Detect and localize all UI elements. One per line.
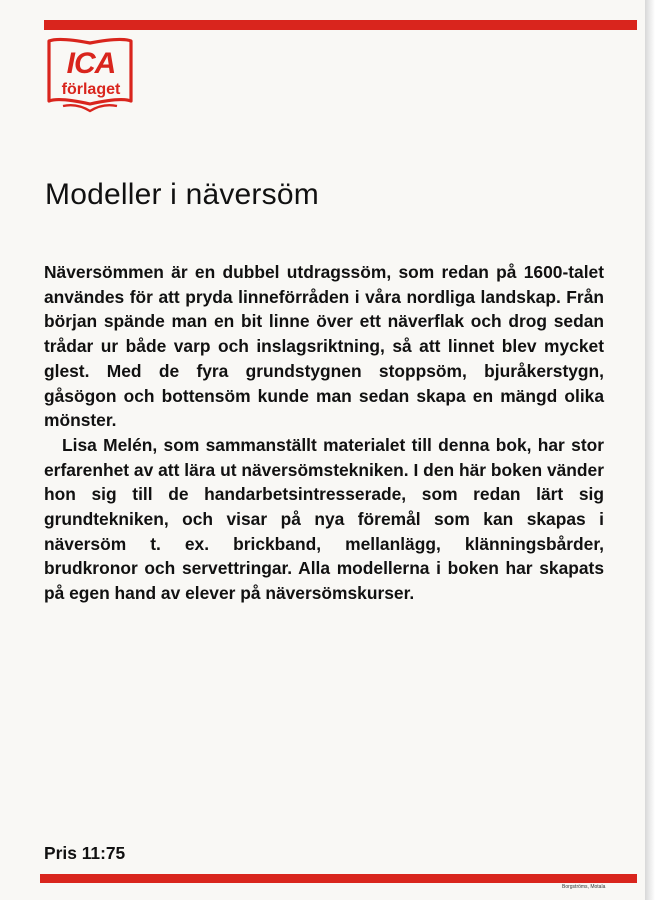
page-edge (645, 0, 655, 900)
blurb (44, 260, 604, 606)
svg-text:förlaget: förlaget (61, 81, 121, 98)
blurb-paragraph-1: Näversömmen är en dubbel utdragssöm, som redan på 1600-talet användes för att pryda linneförråden i våra nordliga landskap. Från början spände man en bit linne över ett näverflak och drog sedan trådar ur både varp och inslagsriktning, så att linnet blev mycket glest. Med de fyra grundstygnen stoppsöm, bjuråkerstygn, gåsögon och bottensöm kunde man sedan skapa en mängd olika mönster. (44, 262, 604, 431)
book-title: Modeller i näversöm (45, 178, 319, 211)
top-red-rule (44, 20, 637, 30)
blurb-paragraph-2: Lisa Melén, som sammanställt materialet till denna bok, har stor erfarenhet av att lära ut näversömstekniken. I den här boken vänder hon sig till de handarbetsintresserade, som redan lärt sig grundtekniken, och visar på nya föremål som kan skapas i näversöm t. ex. brickband, mellanlägg, klänningsbårder, brudkronor och servettringar. Alla modellerna i boken har skapats på egen hand av elever på näversömskurser. (44, 434, 604, 604)
svg-text:ICA: ICA (66, 47, 116, 80)
price-label: Pris 11:75 (44, 843, 126, 863)
printer-imprint: Borgströms, Motala (562, 884, 606, 890)
bottom-red-rule (40, 874, 637, 883)
ica-forlaget-logo (43, 35, 138, 115)
